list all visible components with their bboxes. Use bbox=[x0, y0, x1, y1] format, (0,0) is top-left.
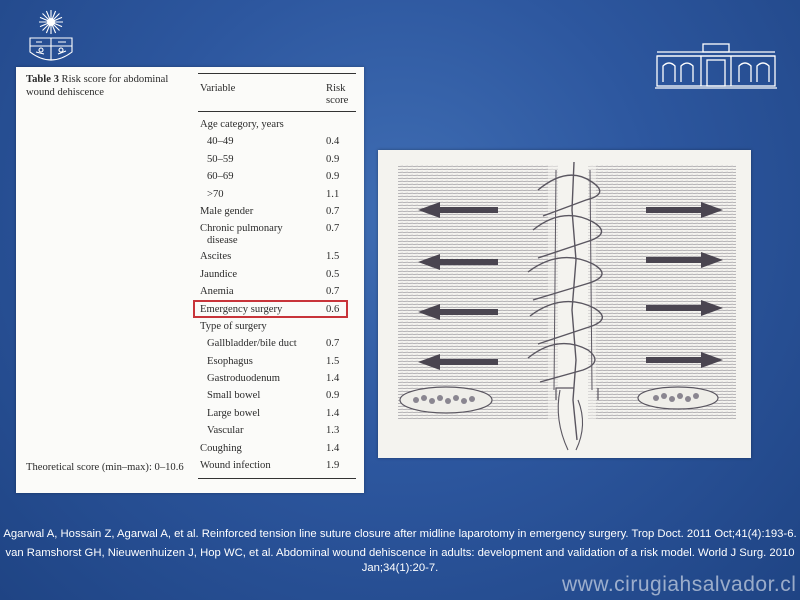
university-seal-icon bbox=[22, 8, 80, 68]
table-row: Large bowel 1.4 bbox=[207, 407, 340, 419]
table-row: 60–69 0.9 bbox=[207, 171, 340, 183]
table-row: 50–59 0.9 bbox=[207, 153, 340, 165]
table-title: Table 3 Risk score for abdominal wound dehiscence bbox=[26, 74, 169, 98]
reference-2: van Ramshorst GH, Nieuwenhuizen J, Hop WC, et al. Abdominal wound dehiscence in adults: development and validation of a risk model. World J Surg. 2010 Jan;34(1):20-7. bbox=[5, 546, 795, 574]
table-row: Small bowel 0.9 bbox=[207, 390, 340, 402]
table-row: Esophagus 1.5 bbox=[207, 355, 340, 367]
theoretical-score: Theoretical score (min–max): 0–10.6 bbox=[26, 462, 184, 473]
table-row: Wound infection 1.9 bbox=[200, 460, 340, 472]
suture-diagram-illustration bbox=[378, 150, 751, 458]
table-row: >70 1.1 bbox=[207, 188, 340, 200]
table-row: Anemia 0.7 bbox=[200, 286, 340, 298]
table-row: Coughing 1.4 bbox=[200, 442, 340, 454]
table-row: Chronic pulmonary disease 0.7 bbox=[200, 223, 340, 247]
table-row-highlighted: Emergency surgery 0.6 bbox=[198, 301, 356, 318]
references bbox=[0, 527, 800, 580]
table-row: Type of surgery bbox=[200, 320, 267, 332]
table-row: Gastroduodenum 1.4 bbox=[207, 373, 340, 385]
table-row: Male gender 0.7 bbox=[200, 205, 340, 217]
header-variable: Variable bbox=[200, 83, 236, 94]
table-row: Vascular 1.3 bbox=[207, 425, 340, 437]
table-row: Ascites 1.5 bbox=[200, 251, 340, 263]
risk-score-table bbox=[16, 67, 364, 493]
website-watermark: www.cirugiahsalvador.cl bbox=[562, 573, 797, 596]
header-risk-score: Risk score bbox=[326, 83, 349, 106]
table-header bbox=[198, 74, 356, 111]
table-row: Age category, years bbox=[200, 119, 284, 130]
table-row: Gallbladder/bile duct 0.7 bbox=[207, 338, 340, 350]
table-body bbox=[198, 73, 356, 479]
table-row: Jaundice 0.5 bbox=[200, 268, 340, 280]
table-row: 40–49 0.4 bbox=[207, 136, 340, 148]
reference-1: Agarwal A, Hossain Z, Agarwal A, et al. Reinforced tension line suture closure after midline laparotomy in emergency surgery. Trop Doct. 2011 Oct;41(4):193-6. bbox=[3, 528, 797, 540]
building-facade-icon bbox=[655, 42, 777, 90]
